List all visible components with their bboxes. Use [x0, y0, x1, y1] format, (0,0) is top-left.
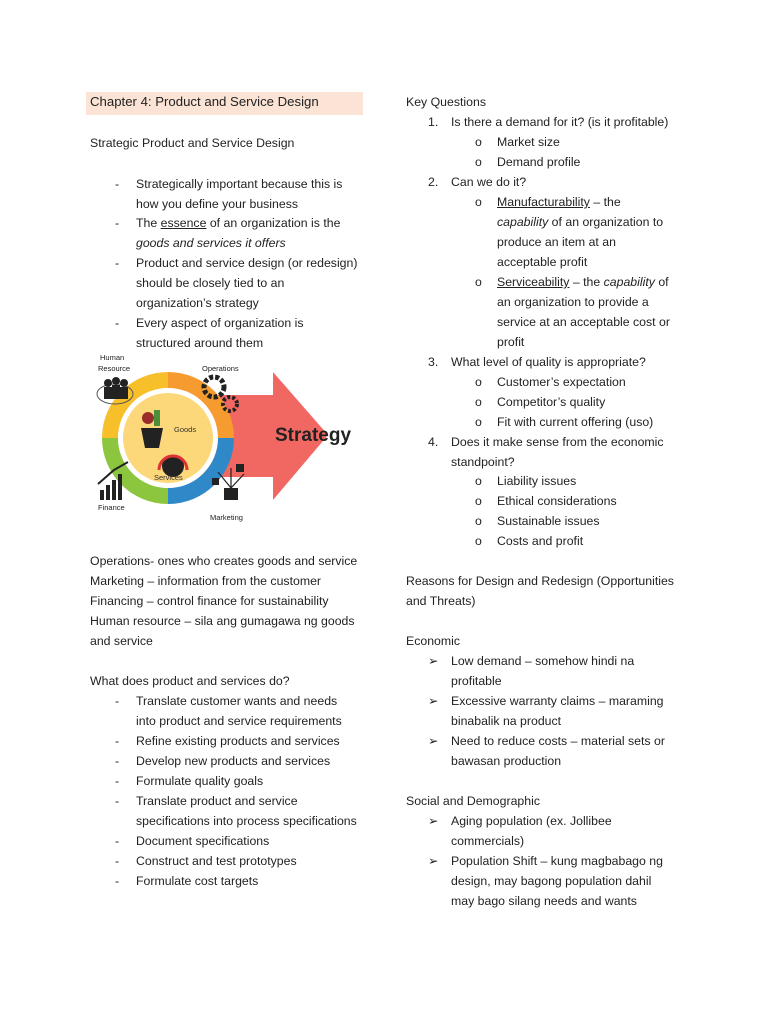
bullet-text: organization’s strategy [136, 296, 259, 310]
circle-bullet: o [475, 275, 482, 289]
human-resource-label-2: Resource [98, 364, 131, 373]
key-questions-heading: Key Questions [406, 95, 486, 109]
circle-bullet: o [475, 135, 482, 149]
strategy-diagram [88, 350, 362, 530]
economic-heading: Economic [406, 634, 460, 648]
bullet-dash: - [115, 834, 120, 848]
bullet-text: Strategically important because this is [136, 177, 343, 191]
sub-item: produce an item at an [497, 235, 616, 249]
bullet-dash: - [115, 874, 120, 888]
circle-bullet: o [475, 395, 482, 409]
bullet-text: how you define your business [136, 197, 299, 211]
chapter-title: Chapter 4: Product and Service Design [90, 94, 319, 109]
def-line: and service [90, 634, 153, 648]
finance-label: Finance [98, 503, 125, 512]
circle-bullet: o [475, 375, 482, 389]
list-item: bawasan production [451, 754, 562, 768]
list-item: commercials) [451, 834, 525, 848]
circle-bullet: o [475, 415, 482, 429]
bullet-text: should be closely tied to an [136, 276, 285, 290]
circle-bullet: o [475, 534, 482, 548]
question: standpoint? [451, 455, 515, 469]
arrow-bullet: ➢ [428, 814, 439, 828]
list-item: Translate customer wants and needs [136, 694, 338, 708]
q-number: 1. [428, 115, 439, 129]
list-item: Formulate cost targets [136, 874, 259, 888]
bullet-dash: - [115, 794, 120, 808]
list-item: Excessive warranty claims – maraming [451, 694, 664, 708]
circle-bullet: o [475, 474, 482, 488]
bullet-text: Every aspect of organization is [136, 316, 304, 330]
sub-item: Market size [497, 135, 560, 149]
list-item: specifications into process specifications [136, 814, 357, 828]
section-subtitle: Strategic Product and Service Design [90, 136, 295, 150]
list-item: Translate product and service [136, 794, 298, 808]
bullet-text: structured around them [136, 336, 264, 350]
bullet-dash: - [115, 694, 120, 708]
bullet-dash: - [115, 256, 120, 270]
bullet-text: goods and services it offers [136, 236, 286, 250]
def-line: Operations- ones who creates goods and service [90, 554, 358, 568]
list-item: Low demand – somehow hindi na [451, 654, 635, 668]
arrow-bullet: ➢ [428, 694, 439, 708]
list-item: Population Shift – kung magbabago ng [451, 854, 663, 868]
circle-bullet: o [475, 494, 482, 508]
bullet-dash: - [115, 734, 120, 748]
bullet-dash: - [115, 754, 120, 768]
basket-icon [141, 410, 163, 448]
sub-item: capability of an organization to [497, 215, 664, 229]
strategy-label: Strategy [275, 425, 352, 446]
sub-item: Manufacturability – the [497, 195, 621, 209]
sub-item: Demand profile [497, 155, 581, 169]
chapter-title-box [86, 92, 363, 115]
q-number: 4. [428, 435, 439, 449]
bullet-text: The essence of an organization is the [136, 216, 341, 230]
sub-item: Sustainable issues [497, 514, 600, 528]
q-number: 3. [428, 355, 439, 369]
operations-label: Operations [202, 364, 239, 373]
sub-item: Liability issues [497, 474, 577, 488]
sub-item: Fit with current offering (uso) [497, 415, 654, 429]
sub-item: Ethical considerations [497, 494, 617, 508]
bullet-dash: - [115, 177, 120, 191]
arrow-bullet: ➢ [428, 854, 439, 868]
sub-item: an organization to provide a [497, 295, 649, 309]
reasons-heading: Reasons for Design and Redesign (Opportunities [406, 574, 674, 588]
sub-item: profit [497, 335, 525, 349]
bullet-dash: - [115, 316, 120, 330]
social-heading: Social and Demographic [406, 794, 540, 808]
list-item: profitable [451, 674, 502, 688]
sub-item: Serviceability – the capability of [497, 275, 669, 289]
circle-bullet: o [475, 155, 482, 169]
services-label: Services [154, 473, 183, 482]
bullet-text: Product and service design (or redesign) [136, 256, 358, 270]
list-item: Need to reduce costs – material sets or [451, 734, 665, 748]
question: What level of quality is appropriate? [451, 355, 646, 369]
list-item: Document specifications [136, 834, 270, 848]
list-item: design, may bagong population dahil [451, 874, 652, 888]
list-item: Formulate quality goals [136, 774, 264, 788]
list-item: Aging population (ex. Jollibee [451, 814, 612, 828]
sub-item: service at an acceptable cost or [497, 315, 670, 329]
list-item: may bago silang needs and wants [451, 894, 637, 908]
sub-item: Costs and profit [497, 534, 584, 548]
def-line: Financing – control finance for sustainability [90, 594, 329, 608]
arrow-bullet: ➢ [428, 734, 439, 748]
arrow-bullet: ➢ [428, 654, 439, 668]
def-line: Human resource – sila ang gumagawa ng goods [90, 614, 355, 628]
bullet-dash: - [115, 854, 120, 868]
bullet-dash: - [115, 216, 120, 230]
q-number: 2. [428, 175, 439, 189]
reasons-heading: and Threats) [406, 594, 476, 608]
sub-item: Customer’s expectation [497, 375, 626, 389]
circle-bullet: o [475, 514, 482, 528]
list-item: Construct and test prototypes [136, 854, 297, 868]
human-resource-label-1: Human [100, 353, 125, 362]
circle-bullet: o [475, 195, 482, 209]
goods-label: Goods [174, 425, 197, 434]
question: Can we do it? [451, 175, 527, 189]
question: Is there a demand for it? (is it profitable) [451, 115, 669, 129]
list-item: Refine existing products and services [136, 734, 340, 748]
sub-item: acceptable profit [497, 255, 588, 269]
list-item: binabalik na product [451, 714, 562, 728]
def-line: Marketing – information from the customer [90, 574, 321, 588]
bullet-dash: - [115, 774, 120, 788]
question: Does it make sense from the economic [451, 435, 664, 449]
list-item: into product and service requirements [136, 714, 342, 728]
sub-item: Competitor’s quality [497, 395, 606, 409]
marketing-label: Marketing [210, 513, 243, 522]
what-heading: What does product and services do? [90, 674, 290, 688]
list-item: Develop new products and services [136, 754, 331, 768]
